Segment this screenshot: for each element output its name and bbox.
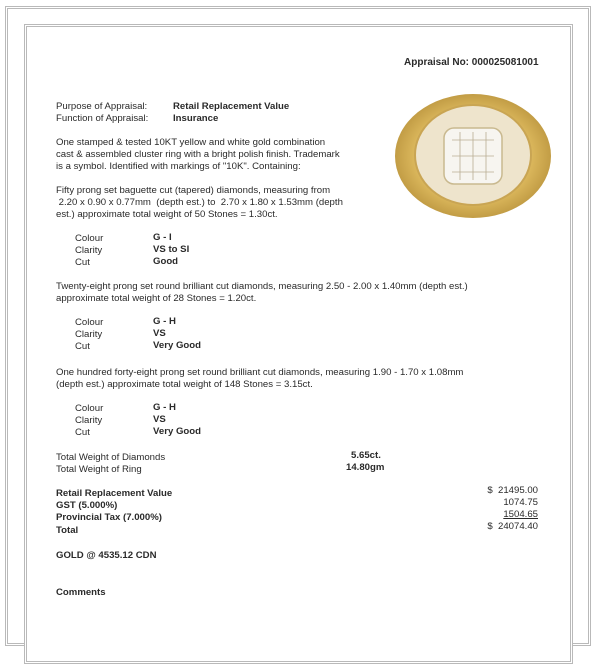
total-ring-value: 14.80gm <box>346 462 385 473</box>
total-amount: $ 24074.40 <box>487 521 538 532</box>
spec-value-cut: Very Good <box>153 340 201 351</box>
provincial-tax-label: Provincial Tax (7.000%) <box>56 512 162 523</box>
gst-label: GST (5.000%) <box>56 500 118 511</box>
total-label: Total <box>56 525 79 536</box>
stone-description-line: approximate total weight of 28 Stones = 1.20ct. <box>56 293 257 304</box>
spec-label-cut: Cut <box>75 427 90 438</box>
spec-value-clarity: VS to SI <box>153 244 190 255</box>
total-ring-label: Total Weight of Ring <box>56 464 142 475</box>
stone-description-line: Fifty prong set baguette cut (tapered) diamonds, measuring from <box>56 185 331 196</box>
function-value: Insurance <box>173 113 219 124</box>
spec-label-colour: Colour <box>75 317 104 328</box>
spec-value-colour: G - I <box>153 232 172 243</box>
description-line: cast & assembled cluster ring with a bright polish finish. Trademark <box>56 149 340 160</box>
description-line: is a symbol. Identified with markings of "10K". Containing: <box>56 161 301 172</box>
ring-photo <box>392 92 554 220</box>
spec-value-colour: G - H <box>153 402 176 413</box>
spec-label-clarity: Clarity <box>75 245 103 256</box>
spec-label-clarity: Clarity <box>75 329 103 340</box>
purpose-value: Retail Replacement Value <box>173 101 290 112</box>
description-line: One stamped & tested 10KT yellow and white gold combination <box>56 137 326 148</box>
spec-label-cut: Cut <box>75 341 90 352</box>
retail-value-amount: $ 21495.00 <box>487 485 538 496</box>
retail-value-label: Retail Replacement Value <box>56 488 173 499</box>
spec-label-clarity: Clarity <box>75 415 103 426</box>
stone-description-line: 2.20 x 0.90 x 0.77mm (depth est.) to 2.70 x 1.80 x 1.53mm (depth <box>56 197 343 208</box>
function-label: Function of Appraisal: <box>56 113 149 124</box>
total-diamonds-value: 5.65ct. <box>351 450 381 461</box>
provincial-tax-amount: 1504.65 <box>503 509 538 520</box>
spec-value-clarity: VS <box>153 414 166 425</box>
stone-description-line: est.) approximate total weight of 50 Stones = 1.30ct. <box>56 209 278 220</box>
gst-amount: 1074.75 <box>503 497 538 508</box>
stone-description-line: (depth est.) approximate total weight of 148 Stones = 3.15ct. <box>56 379 313 390</box>
spec-label-colour: Colour <box>75 403 104 414</box>
gold-price: GOLD @ 4535.12 CDN <box>56 550 157 561</box>
spec-value-colour: G - H <box>153 316 176 327</box>
spec-value-cut: Good <box>153 256 179 267</box>
stone-description-line: Twenty-eight prong set round brilliant cut diamonds, measuring 2.50 - 2.00 x 1.40mm (depth est.) <box>56 281 468 292</box>
stone-description-line: One hundred forty-eight prong set round brilliant cut diamonds, measuring 1.90 - 1.70 x 1.08mm <box>56 367 464 378</box>
total-diamonds-label: Total Weight of Diamonds <box>56 452 166 463</box>
spec-value-cut: Very Good <box>153 426 201 437</box>
comments-heading: Comments <box>56 587 106 598</box>
purpose-label: Purpose of Appraisal: <box>56 101 148 112</box>
spec-label-cut: Cut <box>75 257 90 268</box>
appraisal-number: Appraisal No: 000025081001 <box>404 57 539 68</box>
spec-value-clarity: VS <box>153 328 166 339</box>
spec-label-colour: Colour <box>75 233 104 244</box>
